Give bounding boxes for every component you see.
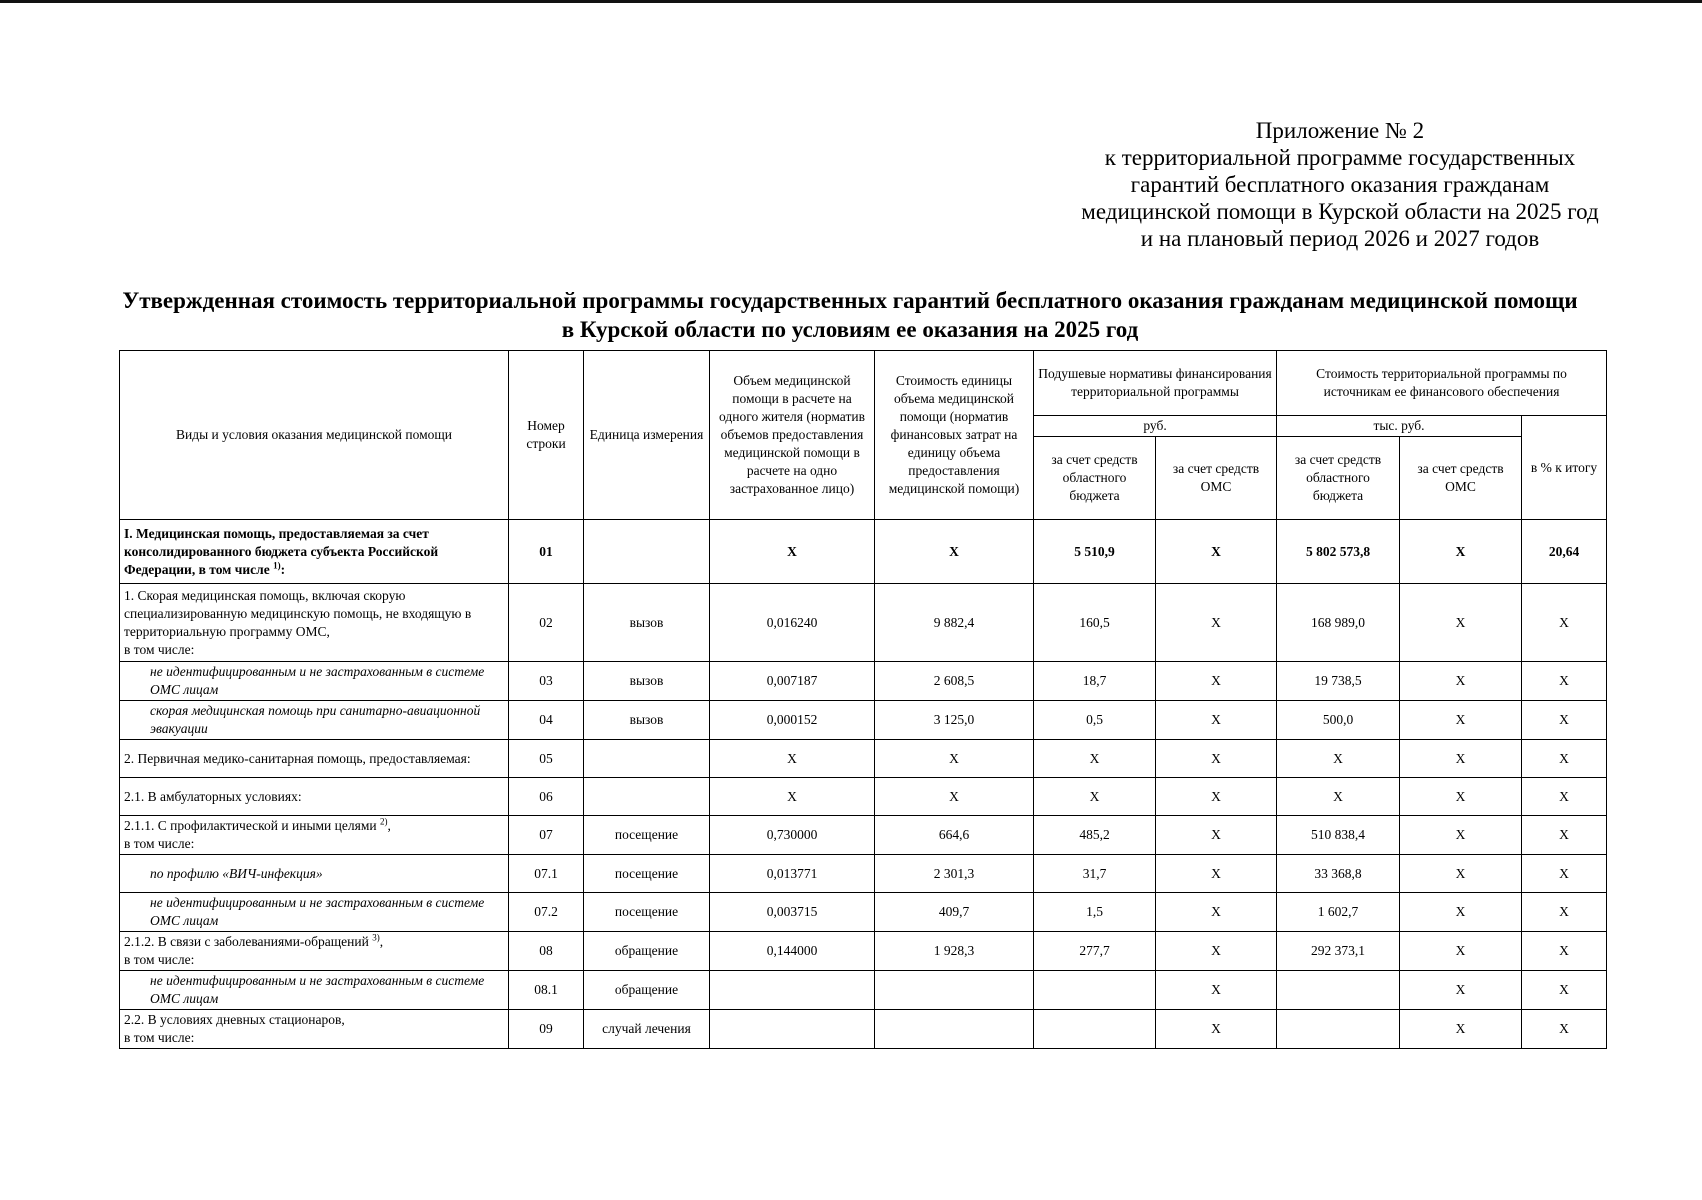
document-title-line-1: Утвержденная стоимость территориальной программы государственных гарантий бесплатного оказания гражданам медицинской помощи — [122, 288, 1578, 313]
cell-unit-cost: 664,6 — [875, 816, 1034, 855]
cell-row-number: 05 — [509, 740, 584, 778]
cell-per-capita-oms: X — [1156, 1010, 1277, 1049]
table-row — [120, 816, 1607, 855]
row-label-text: 2.1. В амбулаторных условиях: — [124, 788, 302, 804]
cell-per-capita-budget: 277,7 — [1034, 932, 1156, 971]
row-label — [120, 971, 509, 1010]
cell-volume: X — [710, 740, 875, 778]
cell-unit — [584, 740, 710, 778]
row-label-text: 2.1.1. С профилактической и иными целями — [124, 818, 377, 833]
cell-volume: X — [710, 778, 875, 816]
row-label — [120, 893, 509, 932]
row-label-continuation: в том числе: — [124, 641, 195, 657]
row-label-text: 2.2. В условиях дневных стационаров, — [124, 1012, 345, 1027]
header-rub: руб. — [1034, 416, 1277, 437]
cell-unit-cost: 3 125,0 — [875, 701, 1034, 740]
cell-unit-cost: X — [875, 520, 1034, 584]
cell-cost-budget: 168 989,0 — [1277, 584, 1400, 662]
cell-per-capita-budget: 18,7 — [1034, 662, 1156, 701]
row-label-text: по профилю «ВИЧ-инфекция» — [150, 865, 323, 881]
cell-unit-cost — [875, 1010, 1034, 1049]
cell-cost-budget: X — [1277, 778, 1400, 816]
appendix-line-1: Приложение № 2 — [1255, 118, 1425, 143]
document-title — [100, 286, 1600, 344]
row-label — [120, 778, 509, 816]
table-row — [120, 893, 1607, 932]
cell-unit — [584, 778, 710, 816]
table-row — [120, 662, 1607, 701]
cell-per-capita-budget: 1,5 — [1034, 893, 1156, 932]
header-kinds: Виды и условия оказания медицинской помощи — [120, 351, 509, 520]
cell-per-capita-budget: 0,5 — [1034, 701, 1156, 740]
header-pc-oms: за счет средств ОМС — [1156, 437, 1277, 520]
header-row-number: Номер строки — [509, 351, 584, 520]
cell-cost-oms: X — [1400, 520, 1522, 584]
appendix-header — [1040, 117, 1640, 252]
table-row — [120, 740, 1607, 778]
cell-unit-cost — [875, 971, 1034, 1010]
cell-per-capita-oms: X — [1156, 932, 1277, 971]
row-label-text: не идентифицированным и не застрахованным в системе ОМС лицам — [150, 895, 485, 928]
cell-unit-cost: 1 928,3 — [875, 932, 1034, 971]
cell-unit: случай лечения — [584, 1010, 710, 1049]
cell-cost-budget: X — [1277, 740, 1400, 778]
cell-cost-oms: X — [1400, 971, 1522, 1010]
cell-row-number: 09 — [509, 1010, 584, 1049]
cell-percent-total: X — [1522, 893, 1607, 932]
cell-volume: 0,730000 — [710, 816, 875, 855]
cell-unit: посещение — [584, 816, 710, 855]
cell-cost-oms: X — [1400, 778, 1522, 816]
row-label — [120, 740, 509, 778]
cell-per-capita-oms: X — [1156, 662, 1277, 701]
cell-volume: 0,016240 — [710, 584, 875, 662]
cell-percent-total: X — [1522, 971, 1607, 1010]
cell-per-capita-budget: 160,5 — [1034, 584, 1156, 662]
cell-volume — [710, 971, 875, 1010]
cell-unit-cost: 409,7 — [875, 893, 1034, 932]
cell-cost-oms: X — [1400, 740, 1522, 778]
cell-unit-cost: X — [875, 740, 1034, 778]
row-label — [120, 662, 509, 701]
header-pc-regional-budget: за счет средств областного бюджета — [1034, 437, 1156, 520]
cell-cost-oms: X — [1400, 855, 1522, 893]
row-label-text: 1. Скорая медицинская помощь, включая скорую специализированную медицинскую помощь, не входящую в территориальную программу ОМС, — [124, 587, 472, 639]
header-unit-cost: Стоимость единицы объема медицинской помощи (норматив финансовых затрат на единицу объема предоставления медицинской помощи) — [875, 351, 1034, 520]
cell-unit: посещение — [584, 893, 710, 932]
footnote-marker: 2) — [379, 816, 388, 827]
row-label — [120, 816, 509, 855]
row-label-punctuation: , — [379, 934, 384, 949]
cell-per-capita-oms: X — [1156, 520, 1277, 584]
cell-row-number: 08.1 — [509, 971, 584, 1010]
row-label — [120, 701, 509, 740]
row-label-text: I. Медицинская помощь, предоставляемая за счет консолидированного бюджета субъекта Российской Федерации, в том числе — [124, 525, 439, 577]
cell-percent-total: X — [1522, 662, 1607, 701]
cell-per-capita-budget — [1034, 1010, 1156, 1049]
cell-cost-budget: 292 373,1 — [1277, 932, 1400, 971]
table-row — [120, 1010, 1607, 1049]
cost-table — [119, 350, 1607, 1049]
cell-per-capita-budget: 485,2 — [1034, 816, 1156, 855]
cell-cost-budget: 5 802 573,8 — [1277, 520, 1400, 584]
cell-unit: обращение — [584, 971, 710, 1010]
cell-row-number: 03 — [509, 662, 584, 701]
row-label — [120, 1010, 509, 1049]
cell-row-number: 07.1 — [509, 855, 584, 893]
cell-per-capita-oms: X — [1156, 740, 1277, 778]
cell-row-number: 07 — [509, 816, 584, 855]
cell-per-capita-oms: X — [1156, 855, 1277, 893]
cell-row-number: 01 — [509, 520, 584, 584]
cell-per-capita-oms: X — [1156, 701, 1277, 740]
cell-row-number: 08 — [509, 932, 584, 971]
cell-unit — [584, 520, 710, 584]
table-row — [120, 584, 1607, 662]
row-label-text: не идентифицированным и не застрахованным в системе ОМС лицам — [150, 664, 485, 697]
table-row — [120, 932, 1607, 971]
cell-volume: 0,000152 — [710, 701, 875, 740]
cell-percent-total: X — [1522, 1010, 1607, 1049]
cell-row-number: 04 — [509, 701, 584, 740]
cell-cost-oms: X — [1400, 662, 1522, 701]
header-cost-oms: за счет средств ОМС — [1400, 437, 1522, 520]
cell-row-number: 02 — [509, 584, 584, 662]
row-label-continuation: в том числе: — [124, 836, 195, 851]
appendix-line-4: медицинской помощи в Курской области на 2025 год — [1081, 199, 1599, 224]
cell-unit-cost: 9 882,4 — [875, 584, 1034, 662]
cell-volume — [710, 1010, 875, 1049]
cell-percent-total: X — [1522, 778, 1607, 816]
cell-cost-oms: X — [1400, 1010, 1522, 1049]
cell-per-capita-budget: 31,7 — [1034, 855, 1156, 893]
row-label — [120, 584, 509, 662]
cell-per-capita-oms: X — [1156, 778, 1277, 816]
table-row — [120, 855, 1607, 893]
cell-percent-total: X — [1522, 855, 1607, 893]
cell-cost-oms: X — [1400, 816, 1522, 855]
cell-cost-budget: 510 838,4 — [1277, 816, 1400, 855]
row-label — [120, 855, 509, 893]
header-per-capita: Подушевые нормативы финансирования территориальной программы — [1034, 351, 1277, 416]
header-thous-rub: тыс. руб. — [1277, 416, 1522, 437]
cell-percent-total: X — [1522, 701, 1607, 740]
cell-unit: вызов — [584, 662, 710, 701]
row-label — [120, 520, 509, 584]
row-label-text: скорая медицинская помощь при санитарно-авиационной эвакуации — [150, 703, 481, 736]
cell-volume: X — [710, 520, 875, 584]
row-label — [120, 932, 509, 971]
row-label-text: 2. Первичная медико-санитарная помощь, предоставляемая: — [124, 750, 471, 766]
cell-per-capita-oms: X — [1156, 971, 1277, 1010]
cell-cost-budget: 19 738,5 — [1277, 662, 1400, 701]
cell-volume: 0,013771 — [710, 855, 875, 893]
cell-unit: обращение — [584, 932, 710, 971]
document-title-line-2: в Курской области по условиям ее оказания на 2025 год — [561, 317, 1139, 342]
footnote-marker: 1) — [273, 560, 281, 570]
cell-cost-oms: X — [1400, 932, 1522, 971]
cell-per-capita-oms: X — [1156, 893, 1277, 932]
header-percent-total: в % к итогу — [1522, 416, 1607, 520]
cell-cost-budget — [1277, 971, 1400, 1010]
cell-cost-budget — [1277, 1010, 1400, 1049]
table-row — [120, 701, 1607, 740]
row-label-punctuation: , — [387, 818, 391, 833]
row-label-text: не идентифицированным и не застрахованным в системе ОМС лицам — [150, 973, 485, 1006]
cell-percent-total: X — [1522, 740, 1607, 778]
cell-volume: 0,007187 — [710, 662, 875, 701]
cell-volume: 0,144000 — [710, 932, 875, 971]
row-label-continuation: в том числе: — [124, 952, 195, 967]
cell-row-number: 06 — [509, 778, 584, 816]
row-label-text: 2.1.2. В связи с заболеваниями-обращений — [124, 934, 369, 949]
cell-unit: посещение — [584, 855, 710, 893]
cell-per-capita-oms: X — [1156, 816, 1277, 855]
cell-cost-budget: 33 368,8 — [1277, 855, 1400, 893]
table-row — [120, 778, 1607, 816]
cell-unit: вызов — [584, 584, 710, 662]
footnote-marker: 3) — [372, 932, 380, 943]
header-volume: Объем медицинской помощи в расчете на одного жителя (норматив объемов предоставления медицинской помощи в расчете на одно застрахованное лицо) — [710, 351, 875, 520]
cell-percent-total: X — [1522, 584, 1607, 662]
cell-unit-cost: 2 301,3 — [875, 855, 1034, 893]
appendix-line-2: к территориальной программе государственных — [1104, 145, 1576, 170]
cell-cost-oms: X — [1400, 584, 1522, 662]
header-cost-regional-budget: за счет средств областного бюджета — [1277, 437, 1400, 520]
cell-unit: вызов — [584, 701, 710, 740]
cell-unit-cost: 2 608,5 — [875, 662, 1034, 701]
table-row — [120, 971, 1607, 1010]
cell-unit-cost: X — [875, 778, 1034, 816]
cell-cost-budget: 1 602,7 — [1277, 893, 1400, 932]
cell-per-capita-oms: X — [1156, 584, 1277, 662]
cell-percent-total: 20,64 — [1522, 520, 1607, 584]
cell-cost-budget: 500,0 — [1277, 701, 1400, 740]
cell-per-capita-budget: 5 510,9 — [1034, 520, 1156, 584]
cell-cost-oms: X — [1400, 701, 1522, 740]
cell-row-number: 07.2 — [509, 893, 584, 932]
cell-per-capita-budget: X — [1034, 740, 1156, 778]
cell-cost-oms: X — [1400, 893, 1522, 932]
cell-per-capita-budget — [1034, 971, 1156, 1010]
cell-percent-total: X — [1522, 816, 1607, 855]
header-program-cost: Стоимость территориальной программы по источникам ее финансового обеспечения — [1277, 351, 1607, 416]
table-row — [120, 520, 1607, 584]
cell-volume: 0,003715 — [710, 893, 875, 932]
appendix-line-3: гарантий бесплатного оказания гражданам — [1130, 172, 1550, 197]
page-top-border — [0, 0, 1702, 3]
cell-percent-total: X — [1522, 932, 1607, 971]
appendix-line-5: и на плановый период 2026 и 2027 годов — [1140, 226, 1540, 251]
header-unit: Единица измерения — [584, 351, 710, 520]
row-label-continuation: в том числе: — [124, 1030, 195, 1045]
cell-per-capita-budget: X — [1034, 778, 1156, 816]
row-label-punctuation: : — [280, 561, 286, 577]
